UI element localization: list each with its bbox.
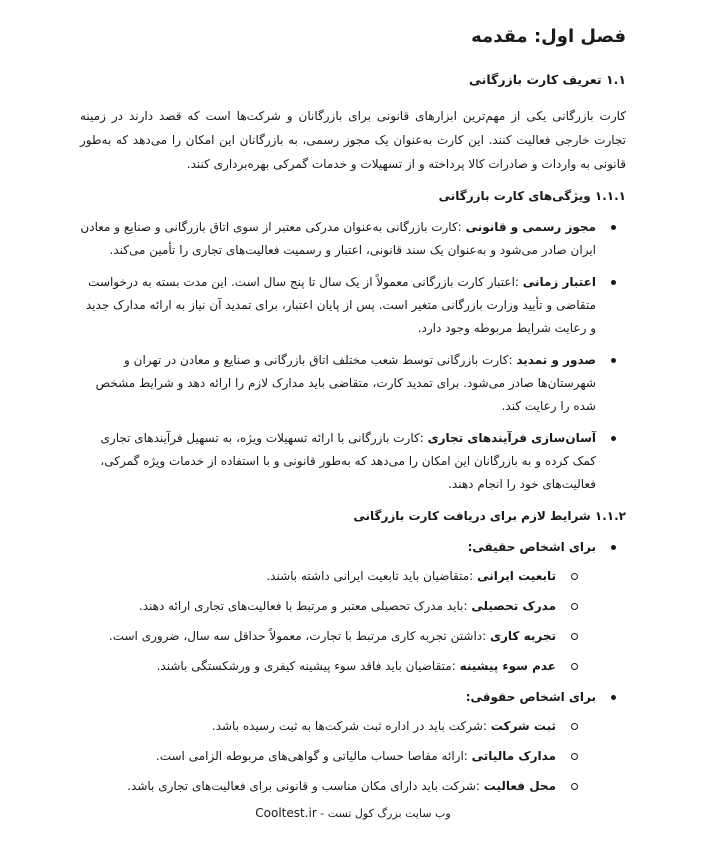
feature-label: صدور و تمدید: [516, 353, 596, 367]
item-label: ثبت شرکت: [490, 719, 556, 733]
item-text: :شرکت باید در اداره ثبت شرکت‌ها به ثبت رسیده باشد.: [211, 719, 487, 733]
list-item: [80, 566, 556, 586]
list-item: [80, 626, 556, 646]
list-item: [80, 716, 556, 736]
item-text: :داشتن تجربه کاری مرتبط با تجارت، معمولاً حداقل سه سال، ضروری است.: [108, 629, 487, 643]
item-label: تابعیت ایرانی: [477, 569, 556, 583]
feature-text: :اعتبار کارت بازرگانی معمولاً از یک سال تا پنج سال است. این مدت بسته به درخواست متقاضی و تأیید وزارت بازرگانی متغیر است. پس از پایان اعتبار، برای تمدید آن نیاز به ارائه مدارک جدید و رعایت شرایط مربوطه وجود دارد.: [85, 275, 596, 335]
feature-text: :کارت بازرگانی توسط شعب مختلف اتاق بازرگانی و صنایع و معادن در تهران و شهرستان‌ها صادر می‌شود. برای تمدید کارت، متقاضی باید مدارک لازم را ارائه دهد و شرایط مشخص شده را رعایت کند.: [95, 353, 596, 413]
list-item: [80, 427, 596, 496]
item-label: مدارک مالیاتی: [471, 749, 556, 763]
footer-site-link[interactable]: Cooltest.ir: [255, 806, 317, 820]
requirements-title: ۱.۱.۲ شرایط لازم برای دریافت کارت بازرگانی: [353, 509, 626, 523]
footer-caption: وب سایت بزرگ کول تست -: [316, 807, 451, 820]
requirement-group: [80, 686, 596, 796]
features-title: ۱.۱.۱ ویژگی‌های کارت بازرگانی: [438, 189, 626, 203]
requirements-list: [80, 536, 626, 796]
group-label: برای اشخاص حقیقی:: [467, 540, 596, 554]
item-label: تجربه کاری: [490, 629, 556, 643]
item-text: :متقاضیان باید تابعیت ایرانی داشته باشند.: [266, 569, 474, 583]
requirement-group: [80, 536, 596, 676]
chapter-title: فصل اول: مقدمه: [471, 26, 626, 47]
item-text: :متقاضیان باید فاقد سوء پیشینه کیفری و ورشکستگی باشند.: [156, 659, 456, 673]
item-label: مدرک تحصیلی: [471, 599, 556, 613]
item-text: :ارائه مفاصا حساب مالیاتی و گواهی‌های مربوطه الزامی است.: [155, 749, 468, 763]
section-title: ۱.۱ تعریف کارت بازرگانی: [469, 72, 626, 87]
list-item: [80, 349, 596, 418]
feature-text: :کارت بازرگانی با ارائه تسهیلات ویژه، به تسهیل فرآیندهای تجاری کمک کرده و به بازرگانان این امکان را می‌دهد که به‌طور قانونی و با استفاده از خدمات ویژه گمرکی، فعالیت‌های خود را انجام دهند.: [100, 431, 596, 491]
list-item: [80, 656, 556, 676]
list-item: [80, 596, 556, 616]
item-text: :شرکت باید دارای مکان مناسب و قانونی برای فعالیت‌های تجاری باشد.: [127, 779, 480, 793]
feature-label: اعتبار زمانی: [522, 275, 596, 289]
item-text: :باید مدرک تحصیلی معتبر و مرتبط با فعالیت‌های تجاری ارائه دهند.: [138, 599, 468, 613]
item-label: محل فعالیت: [483, 779, 556, 793]
sub-list: [80, 716, 596, 796]
list-item: [80, 216, 596, 262]
list-item: [80, 271, 596, 340]
intro-paragraph: کارت بازرگانی یکی از مهم‌ترین ابزارهای قانونی برای بازرگانان و شرکت‌ها است که قصد دارند در زمینه تجارت خارجی فعالیت کنند. این کارت به‌عنوان یک مجوز رسمی، به بازرگانان این امکان را می‌دهد که به‌طور قانونی به واردات و صادرات کالا پرداخته و از تسهیلات و خدمات گمرکی بهره‌برداری کنند.: [80, 109, 626, 171]
item-label: عدم سوء پیشینه: [459, 659, 556, 673]
feature-text: :کارت بازرگانی به‌عنوان مدرکی معتبر از سوی اتاق بازرگانی و صنایع و معادن ایران صادر می‌شود و به‌عنوان یک سند قانونی، اعتبار و رسمیت فعالیت‌های تجاری را تأمین می‌کند.: [80, 220, 596, 257]
group-label: برای اشخاص حقوقی:: [465, 690, 596, 704]
page-footer: [0, 804, 706, 823]
sub-list: [80, 566, 596, 676]
list-item: [80, 746, 556, 766]
feature-label: مجوز رسمی و قانونی: [465, 220, 596, 234]
list-item: [80, 776, 556, 796]
feature-label: آسان‌سازی فرآیندهای تجاری: [427, 431, 596, 445]
features-list: [80, 216, 626, 496]
